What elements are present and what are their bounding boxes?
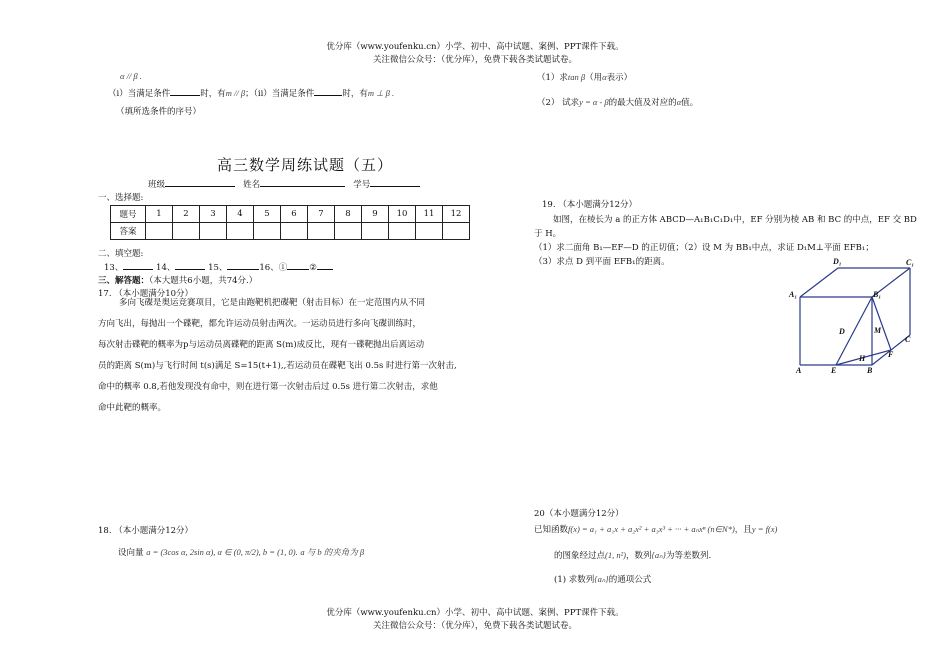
answer-cell[interactable] xyxy=(281,223,308,240)
footer-line-1: 优分库（www.youfenku.cn）小学、初中、高中试题、案例、PPT课件下载。 xyxy=(326,608,624,618)
table-cell: 5 xyxy=(254,206,281,223)
label-a1: A₁ xyxy=(789,290,798,299)
edge-a1d1 xyxy=(800,268,838,297)
q17-line: 方向飞出，每抛出一个碟靶，都允许运动员射击两次。一运动员进行多向飞碟训练时， xyxy=(98,319,422,329)
q20-line-2: 的图象经过点(1, n²)，数列{aₙ}为等差数列. xyxy=(554,550,712,561)
label-b1: B₁ xyxy=(873,290,882,299)
label-e: E xyxy=(831,366,837,375)
header-line-1: 优分库（www.youfenku.cn）小学、初中、高中试题、案例、PPT课件下载。 xyxy=(326,42,624,52)
label-d1: D₁ xyxy=(833,257,842,266)
answer-cell[interactable] xyxy=(443,223,470,240)
answer-blank-ii[interactable] xyxy=(314,95,342,96)
section-choice: 一、选择题: xyxy=(98,193,144,203)
condition-note: （填所选条件的序号） xyxy=(116,107,202,117)
table-cell: 6 xyxy=(281,206,308,223)
q19-line-1: 如图，在棱长为 a 的正方体 ABCD—A₁B₁C₁D₁中，EF 分别为棱 AB 和 BC 的中点，EF 交 BD xyxy=(553,215,917,225)
q20-heading: 20（本小题满分12分） xyxy=(534,509,624,519)
table-cell: 10 xyxy=(389,206,416,223)
q19-line-2: 于 H。 xyxy=(534,229,562,239)
q17-line: 命中的概率 0.8,若他发现没有命中，则在进行第一次射击后过 0.5s 进行第二次射击，求他 xyxy=(98,382,438,392)
footer-line-2: 关注微信公众号：（优分库），免费下载各类试题试卷。 xyxy=(372,621,577,631)
edge-b1f xyxy=(872,297,891,350)
table-cell: 9 xyxy=(362,206,389,223)
q-top-part2: （2） 试求y = α - β的最大值及对应的α值。 xyxy=(537,97,699,108)
condition-fragment: α // β . xyxy=(120,71,142,81)
q20-sub1: (1) 求数列{aₙ}的通项公式 xyxy=(554,574,652,585)
q-top-part1: （1）求tan β（用α表示） xyxy=(537,72,633,83)
answer-cell[interactable] xyxy=(146,223,173,240)
table-header-answer: 答案 xyxy=(111,223,146,240)
table-header-num: 题号 xyxy=(111,206,146,223)
q20-line-1: 已知函数f(x) = a₁ + a₁x + a₂x² + a₃x³ + ··· + aₙxⁿ (n∈N*)，且y = f(x) xyxy=(534,524,778,535)
q18-angle: a 与 b 的夹角为 β xyxy=(300,547,365,557)
header-line-2: 关注微信公众号：（优分库），免费下载各类试题试卷。 xyxy=(372,55,577,65)
q17-line: 命中此靶的概率。 xyxy=(98,403,167,413)
q18-formula: a = (3cos α, 2sin α), α ∈ (0, π/2), b = (1, 0). xyxy=(146,547,298,557)
answer-cell[interactable] xyxy=(416,223,443,240)
condition-line: （i）当满足条件 时，有m // β；（ii）当满足条件 时，有m ⊥ β . xyxy=(108,88,395,99)
student-id-field[interactable] xyxy=(370,186,420,187)
class-field[interactable] xyxy=(165,186,235,187)
q17-line: 每次射击碟靶的概率为p与运动员离碟靶的距离 S(m)成反比，现有一碟靶抛出后离运动 xyxy=(98,340,425,350)
table-cell: 2 xyxy=(173,206,200,223)
blank-15[interactable] xyxy=(227,269,259,270)
answer-blank-i[interactable] xyxy=(170,95,200,96)
table-row-numbers xyxy=(111,206,470,223)
q17-heading: 17. （本小题满分10分） xyxy=(98,289,194,299)
answer-cell[interactable] xyxy=(335,223,362,240)
q18-body: 设向量 a = (3cos α, 2sin α), α ∈ (0, π/2), b = (1, 0). a 与 b 的夹角为 β xyxy=(118,547,365,558)
name-field[interactable] xyxy=(260,186,345,187)
student-info: 班级 姓名 学号 xyxy=(148,178,420,190)
blank-16a[interactable] xyxy=(287,269,309,270)
answer-cell[interactable] xyxy=(362,223,389,240)
answer-cell[interactable] xyxy=(200,223,227,240)
q17-body xyxy=(98,293,457,419)
blank-16b[interactable] xyxy=(317,269,333,270)
section-solutions: 三、解答题：（本大题共6小题，共74分.） xyxy=(98,276,258,286)
q17-line: 员的距离 S(m)与飞行时间 t(s)满足 S=15(t+1),,若运动员在碟靶飞出 0.5s 时进行第一次射击, xyxy=(98,361,457,371)
q17-line: 多向飞碟是奥运竞赛项目，它是由跑靶机把碟靶（射击目标）在一定范围内从不同 xyxy=(119,298,426,308)
blank-13[interactable] xyxy=(123,269,153,270)
answer-cell[interactable] xyxy=(254,223,281,240)
fill-blanks-line: 13、 14、 15、 16、① ② xyxy=(104,261,333,273)
page-title: 高三数学周练试题（五） xyxy=(217,156,394,174)
label-a: A xyxy=(796,366,802,375)
blank-14[interactable] xyxy=(175,269,205,270)
table-row-answers xyxy=(111,223,470,240)
section-fill: 二、填空题: xyxy=(98,249,144,259)
q19-line-4: （3）求点 D 到平面 EFB₁的距离。 xyxy=(534,257,670,267)
table-cell: 8 xyxy=(335,206,362,223)
q19-line-3: （1）求二面角 B₁—EF—D 的正切值；（2）设 M 为 BB₁中点，求证 D₁M⊥平面 EFB₁； xyxy=(534,243,874,253)
label-b: B xyxy=(867,366,873,375)
q19-heading: 19. （本小题满分12分） xyxy=(542,200,638,210)
answer-cell[interactable] xyxy=(389,223,416,240)
table-cell: 12 xyxy=(443,206,470,223)
q18-heading: 18. （本小题满分12分） xyxy=(98,526,194,536)
table-cell: 3 xyxy=(200,206,227,223)
table-cell: 7 xyxy=(308,206,335,223)
label-c: C xyxy=(905,335,911,344)
table-cell: 11 xyxy=(416,206,443,223)
label-f: F xyxy=(888,350,894,359)
answer-cell[interactable] xyxy=(173,223,200,240)
q20-formula: f(x) = a₁ + a₁x + a₂x² + a₃x³ + ··· + aₙxⁿ (n∈N*) xyxy=(568,524,735,534)
label-d: D xyxy=(839,327,845,336)
answer-cell[interactable] xyxy=(227,223,254,240)
label-m: M xyxy=(874,326,882,335)
label-h: H xyxy=(859,354,866,363)
answer-table xyxy=(110,205,470,240)
label-c1: C₁ xyxy=(906,258,915,267)
cube-figure xyxy=(780,255,930,380)
table-cell: 1 xyxy=(146,206,173,223)
answer-cell[interactable] xyxy=(308,223,335,240)
table-cell: 4 xyxy=(227,206,254,223)
